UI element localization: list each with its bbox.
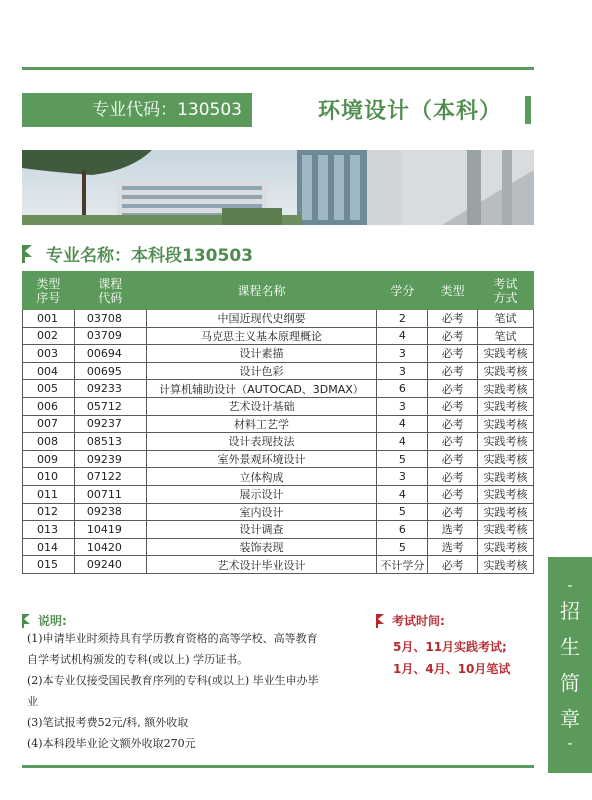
cell-no: 001 <box>23 310 75 328</box>
exam-time-heading <box>376 612 445 629</box>
cell-no: 011 <box>23 485 75 503</box>
cell-credit: 6 <box>377 521 428 539</box>
cell-no: 003 <box>23 345 75 363</box>
cell-type: 必考 <box>428 485 478 503</box>
cell-code: 07122 <box>74 468 146 486</box>
notes-line: 自学考试机构颁发的专科(或以上) 学历证书。 <box>27 653 249 666</box>
cell-exam: 实践考核 <box>478 538 534 556</box>
cell-code: 08513 <box>74 433 146 451</box>
table-row <box>23 538 534 556</box>
cell-name: 计算机辅助设计（AUTOCAD、3DMAX） <box>146 380 377 398</box>
cell-code: 09239 <box>74 450 146 468</box>
cell-type: 必考 <box>428 503 478 521</box>
notes-line: (1)申请毕业时须持具有学历教育资格的高等学校、高等教育 <box>27 632 318 645</box>
cell-name: 材料工艺学 <box>146 415 377 433</box>
cell-code: 09240 <box>74 556 146 574</box>
cell-credit: 5 <box>377 450 428 468</box>
cell-type: 必考 <box>428 327 478 345</box>
cell-exam: 实践考核 <box>478 415 534 433</box>
cell-exam: 实践考核 <box>478 397 534 415</box>
major-code-banner: 专业代码：130503 <box>22 93 252 127</box>
cell-exam: 实践考核 <box>478 485 534 503</box>
col-seq-header: 类型 序号 <box>23 272 75 310</box>
flag-icon <box>22 614 34 628</box>
admissions-brochure-tab <box>548 557 592 773</box>
table-row <box>23 450 534 468</box>
cell-credit: 4 <box>377 485 428 503</box>
cell-no: 015 <box>23 556 75 574</box>
cell-credit: 3 <box>377 468 428 486</box>
table-row <box>23 521 534 539</box>
cell-credit: 3 <box>377 362 428 380</box>
cell-code: 09238 <box>74 503 146 521</box>
cell-type: 必考 <box>428 362 478 380</box>
cell-no: 006 <box>23 397 75 415</box>
side-tab-char: 章 <box>560 707 580 731</box>
col-code-header: 课程 代码 <box>74 272 146 310</box>
cell-name: 展示设计 <box>146 485 377 503</box>
cell-no: 013 <box>23 521 75 539</box>
cell-code: 03709 <box>74 327 146 345</box>
cell-type: 选考 <box>428 521 478 539</box>
cell-name: 设计素描 <box>146 345 377 363</box>
exam-time-title: 考试时间: <box>392 614 445 628</box>
side-tab-char: 简 <box>560 671 580 695</box>
col-name-header: 课程名称 <box>146 272 377 310</box>
side-tab-char: 生 <box>560 635 580 659</box>
cell-no: 005 <box>23 380 75 398</box>
col-exam-header: 考试 方式 <box>478 272 534 310</box>
table-row <box>23 397 534 415</box>
cell-code: 00711 <box>74 485 146 503</box>
table-row <box>23 380 534 398</box>
cell-name: 室内设计 <box>146 503 377 521</box>
table-row <box>23 556 534 574</box>
cell-exam: 笔试 <box>478 310 534 328</box>
cell-type: 必考 <box>428 415 478 433</box>
side-tab-dash: - <box>567 578 573 594</box>
cell-no: 002 <box>23 327 75 345</box>
cell-credit: 不计学分 <box>377 556 428 574</box>
cell-exam: 笔试 <box>478 327 534 345</box>
cell-type: 选考 <box>428 538 478 556</box>
table-row <box>23 415 534 433</box>
cell-type: 必考 <box>428 450 478 468</box>
cell-code: 09237 <box>74 415 146 433</box>
cell-name: 马克思主义基本原理概论 <box>146 327 377 345</box>
notes-heading <box>22 612 67 629</box>
notes-body <box>27 628 372 754</box>
cell-credit: 6 <box>377 380 428 398</box>
bottom-divider <box>22 765 534 768</box>
cell-no: 014 <box>23 538 75 556</box>
cell-credit: 4 <box>377 415 428 433</box>
notes-line: (4)本科段毕业论文额外收取270元 <box>27 737 196 750</box>
cell-code: 10419 <box>74 521 146 539</box>
cell-name: 中国近现代史纲要 <box>146 310 377 328</box>
cell-name: 室外景观环境设计 <box>146 450 377 468</box>
table-row <box>23 345 534 363</box>
table-row <box>23 485 534 503</box>
cell-exam: 实践考核 <box>478 503 534 521</box>
cell-no: 007 <box>23 415 75 433</box>
top-divider <box>22 67 534 70</box>
cell-code: 10420 <box>74 538 146 556</box>
cell-credit: 3 <box>377 345 428 363</box>
major-name-heading <box>22 241 253 266</box>
flag-icon <box>22 245 36 263</box>
cell-exam: 实践考核 <box>478 433 534 451</box>
cell-code: 09233 <box>74 380 146 398</box>
cell-credit: 5 <box>377 538 428 556</box>
table-row <box>23 433 534 451</box>
table-row <box>23 362 534 380</box>
cell-type: 必考 <box>428 345 478 363</box>
cell-credit: 3 <box>377 397 428 415</box>
table-row <box>23 503 534 521</box>
cell-exam: 实践考核 <box>478 468 534 486</box>
side-tab-dash: - <box>567 736 573 752</box>
cell-exam: 实践考核 <box>478 362 534 380</box>
cell-code: 00695 <box>74 362 146 380</box>
exam-time-line: 5月、11月实践考试; <box>393 640 507 654</box>
cell-no: 009 <box>23 450 75 468</box>
cell-no: 004 <box>23 362 75 380</box>
cell-credit: 2 <box>377 310 428 328</box>
cell-exam: 实践考核 <box>478 521 534 539</box>
cell-type: 必考 <box>428 397 478 415</box>
cell-name: 设计表现技法 <box>146 433 377 451</box>
course-table <box>22 271 534 574</box>
cell-name: 装饰表现 <box>146 538 377 556</box>
cell-name: 艺术设计基础 <box>146 397 377 415</box>
campus-photo <box>22 150 534 225</box>
cell-type: 必考 <box>428 468 478 486</box>
table-row <box>23 310 534 328</box>
table-row <box>23 468 534 486</box>
cell-type: 必考 <box>428 310 478 328</box>
col-type-header: 类型 <box>428 272 478 310</box>
cell-type: 必考 <box>428 380 478 398</box>
notes-line: 业 <box>27 695 38 708</box>
cell-exam: 实践考核 <box>478 380 534 398</box>
notes-line: (2)本专业仅接受国民教育序列的专科(或以上) 毕业生申办毕 <box>27 674 319 687</box>
cell-name: 设计调查 <box>146 521 377 539</box>
cell-name: 艺术设计毕业设计 <box>146 556 377 574</box>
cell-type: 必考 <box>428 556 478 574</box>
cell-exam: 实践考核 <box>478 556 534 574</box>
cell-no: 008 <box>23 433 75 451</box>
notes-title: 说明: <box>38 614 67 628</box>
col-credit-header: 学分 <box>377 272 428 310</box>
cell-exam: 实践考核 <box>478 345 534 363</box>
cell-code: 00694 <box>74 345 146 363</box>
notes-line: (3)笔试报考费52元/科, 额外收取 <box>27 716 189 729</box>
cell-code: 03708 <box>74 310 146 328</box>
page-title: 环境设计（本科） <box>318 99 503 124</box>
cell-code: 05712 <box>74 397 146 415</box>
cell-credit: 5 <box>377 503 428 521</box>
cell-credit: 4 <box>377 433 428 451</box>
table-header-row <box>23 272 534 310</box>
cell-exam: 实践考核 <box>478 450 534 468</box>
side-tab-char: 招 <box>560 599 580 623</box>
cell-credit: 4 <box>377 327 428 345</box>
flag-icon <box>376 614 388 628</box>
exam-time-line: 1月、4月、10月笔试 <box>393 662 511 676</box>
cell-name: 立体构成 <box>146 468 377 486</box>
cell-no: 010 <box>23 468 75 486</box>
exam-time-body <box>393 636 510 680</box>
table-row <box>23 327 534 345</box>
cell-type: 必考 <box>428 433 478 451</box>
cell-no: 012 <box>23 503 75 521</box>
major-name-text: 专业名称：本科段130503 <box>46 246 253 266</box>
title-accent-bar <box>525 96 531 124</box>
cell-name: 设计色彩 <box>146 362 377 380</box>
